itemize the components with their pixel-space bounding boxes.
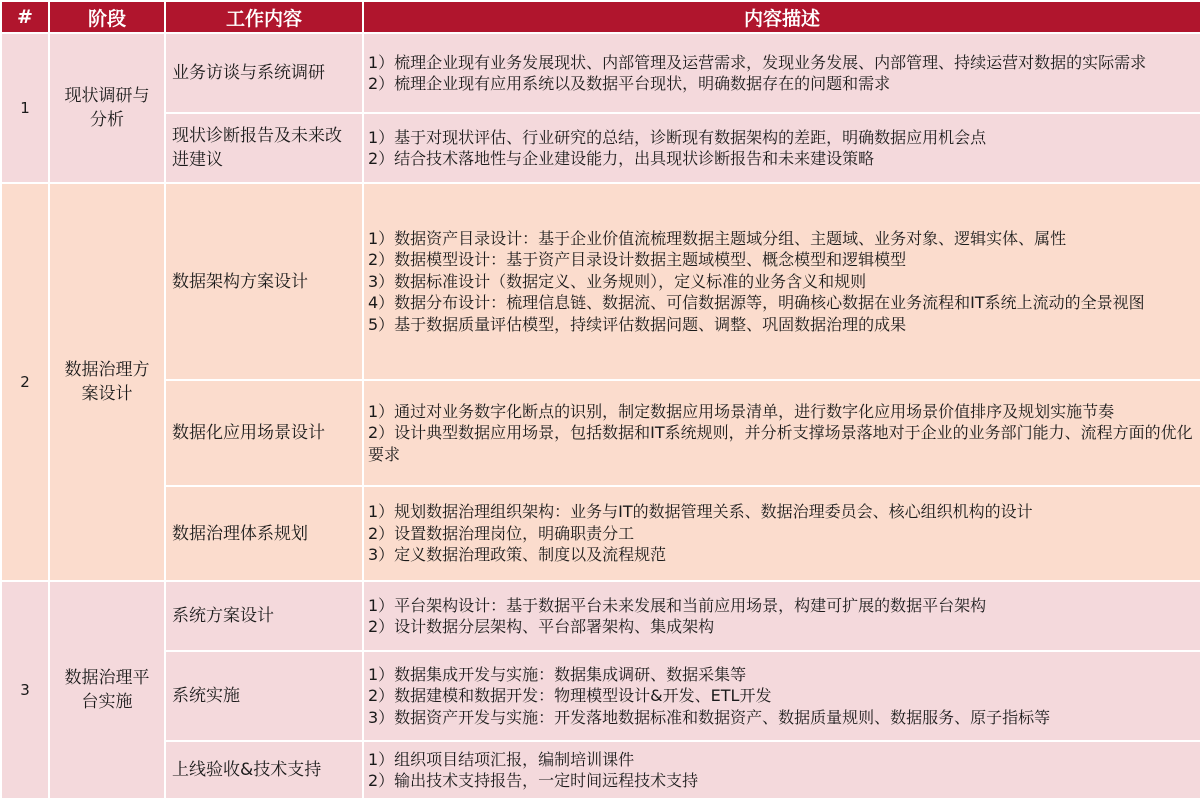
- table-row: [1, 113, 1200, 183]
- work-description: [363, 33, 1200, 113]
- work-description: [363, 741, 1200, 799]
- header-row: [1, 1, 1200, 33]
- work-item: 数据治理体系规划: [165, 486, 363, 581]
- description-line: 1）数据集成开发与实施：数据集成调研、数据采集等: [368, 664, 747, 684]
- work-item: 系统实施: [165, 651, 363, 741]
- description-line: 1）平台架构设计：基于数据平台未来发展和当前应用场景，构建可扩展的数据平台架构: [368, 595, 987, 615]
- description-line: 1）基于对现状评估、行业研究的总结，诊断现有数据架构的差距，明确数据应用机会点: [368, 127, 987, 147]
- work-description: [363, 581, 1200, 651]
- work-description: [363, 380, 1200, 486]
- header-stage: 阶段: [49, 1, 165, 33]
- section-stage: 现状调研与分析: [49, 33, 165, 183]
- table-row: [1, 183, 1200, 380]
- header-num: #: [1, 1, 49, 33]
- header-desc: 内容描述: [363, 1, 1200, 33]
- description-line: 2）结合技术落地性与企业建设能力，出具现状诊断报告和未来建设策略: [368, 149, 875, 168]
- work-item: 上线验收&技术支持: [165, 741, 363, 799]
- description-line: 2）设计数据分层架构、平台部署架构、集成架构: [368, 617, 715, 636]
- description-line: 1）组织项目结项汇报，编制培训课件: [368, 749, 635, 769]
- work-item: 数据架构方案设计: [165, 183, 363, 380]
- work-item: 数据化应用场景设计: [165, 380, 363, 486]
- description-line: 1）通过对业务数字化断点的识别，制定数据应用场景清单，进行数字化应用场景价值排序及规划实施节奏: [368, 401, 1115, 421]
- description-line: 2）数据建模和数据开发：物理模型设计&开发、ETL开发: [368, 686, 772, 706]
- description-line: 2）设计典型数据应用场景，包括数据和IT系统规则，并分析支撑场景落地对于企业的业务部门能力、流程方面的优化要求: [368, 423, 1193, 464]
- description-line: 2）输出技术支持报告，一定时间远程技术支持: [368, 771, 699, 790]
- description-line: 3）定义数据治理政策、制度以及流程规范: [368, 545, 667, 565]
- description-line: 1）规划数据治理组织架构：业务与IT的数据管理关系、数据治理委员会、核心组织机构的设计: [368, 502, 1033, 522]
- description-line: 3）数据标准设计（数据定义、业务规则），定义标准的业务含义和规则: [368, 271, 867, 291]
- work-item: 系统方案设计: [165, 581, 363, 651]
- table-row: [1, 33, 1200, 113]
- description-line: 5）基于数据质量评估模型，持续评估数据问题、调整、巩固数据治理的成果: [368, 314, 907, 334]
- work-item: 业务访谈与系统调研: [165, 33, 363, 113]
- work-description: [363, 183, 1200, 380]
- description-line: 2）梳理企业现有应用系统以及数据平台现状，明确数据存在的问题和需求: [368, 74, 891, 93]
- table-row: [1, 741, 1200, 799]
- work-description: [363, 113, 1200, 183]
- header-work: 工作内容: [165, 1, 363, 33]
- description-line: 1）梳理企业现有业务发展现状、内部管理及运营需求，发现业务发展、内部管理、持续运营对数据的实际需求: [368, 52, 1147, 72]
- description-line: 2）数据模型设计：基于资产目录设计数据主题域模型、概念模型和逻辑模型: [368, 250, 907, 270]
- section-number: 1: [1, 33, 49, 183]
- description-line: 4）数据分布设计：梳理信息链、数据流、可信数据源等，明确核心数据在业务流程和IT系统上流动的全景视图: [368, 293, 1145, 313]
- table-row: [1, 486, 1200, 581]
- work-item: 现状诊断报告及未来改进建议: [165, 113, 363, 183]
- section-number: 2: [1, 183, 49, 581]
- table-row: [1, 380, 1200, 486]
- description-line: 3）数据资产开发与实施：开发落地数据标准和数据资产、数据质量规则、数据服务、原子指标等: [368, 707, 1051, 727]
- description-line: 1）数据资产目录设计：基于企业价值流梳理数据主题域分组、主题域、业务对象、逻辑实体、属性: [368, 228, 1067, 248]
- table-row: [1, 581, 1200, 651]
- section-number: 3: [1, 581, 49, 799]
- table-row: [1, 651, 1200, 741]
- section-stage: 数据治理方案设计: [49, 183, 165, 581]
- work-description: [363, 651, 1200, 741]
- work-description: [363, 486, 1200, 581]
- section-stage: 数据治理平台实施: [49, 581, 165, 799]
- description-line: 2）设置数据治理岗位，明确职责分工: [368, 523, 635, 543]
